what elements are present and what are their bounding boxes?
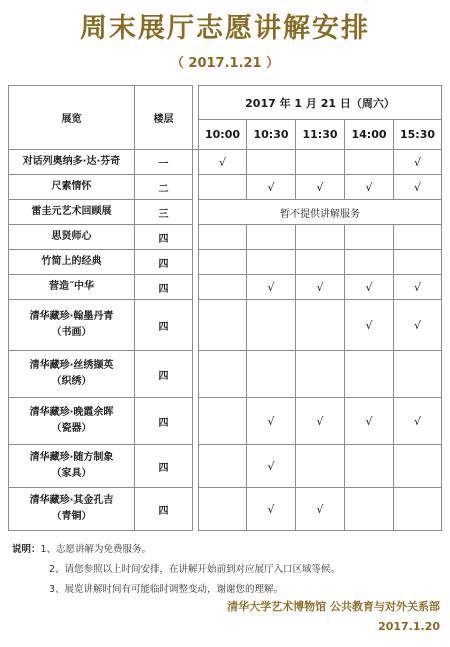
floor-cell: 四 <box>135 351 193 398</box>
empty-cell <box>199 275 247 300</box>
empty-cell <box>199 445 247 488</box>
empty-cell <box>247 300 296 351</box>
checkmark-cell: √ <box>394 150 442 175</box>
exhibit-name-line: 尺素情怀 <box>51 181 92 192</box>
no-service-notice: 暂不提供讲解服务 <box>199 200 442 225</box>
exhibit-name <box>9 250 135 275</box>
time-slot-header: 15:30 <box>394 120 442 150</box>
checkmark-cell: √ <box>296 175 345 200</box>
floor-column-header: 楼层 <box>135 86 193 150</box>
floor-cell: 三 <box>135 200 193 225</box>
empty-cell <box>199 175 247 200</box>
floor-cell: 四 <box>135 300 193 351</box>
table-row <box>9 200 442 225</box>
checkmark-cell: √ <box>296 488 345 531</box>
empty-cell <box>199 300 247 351</box>
checkmark-cell: √ <box>296 398 345 445</box>
checkmark-cell: √ <box>247 275 296 300</box>
empty-cell <box>296 351 345 398</box>
note-item: 3、展览讲解时间有可能临时调整变动，谢谢您的理解。 <box>49 584 284 595</box>
checkmark-cell: √ <box>247 445 296 488</box>
floor-cell: 四 <box>135 225 193 250</box>
exhibit-name-line: 雷圭元艺术回顾展 <box>31 206 112 217</box>
exhibit-name <box>9 275 135 300</box>
empty-cell <box>199 250 247 275</box>
exhibit-column-header: 展览 <box>9 86 135 150</box>
exhibit-name <box>9 398 135 445</box>
table-row <box>9 225 442 250</box>
empty-cell <box>199 351 247 398</box>
exhibit-name <box>9 225 135 250</box>
floor-cell: 四 <box>135 275 193 300</box>
exhibit-name <box>9 445 135 488</box>
floor-cell: 四 <box>135 398 193 445</box>
exhibit-name <box>9 488 135 531</box>
schedule-table <box>8 85 442 531</box>
empty-cell <box>296 150 345 175</box>
checkmark-cell: √ <box>247 488 296 531</box>
note-item: 1、志愿讲解为免费服务。 <box>40 544 152 555</box>
exhibit-name-line: 营造˝中华 <box>49 281 94 292</box>
footer-date: 2017.1.20 <box>378 620 440 633</box>
empty-cell <box>345 150 394 175</box>
table-row <box>9 488 442 531</box>
empty-cell <box>394 351 442 398</box>
time-slot-header: 10:30 <box>247 120 296 150</box>
checkmark-cell: √ <box>394 175 442 200</box>
table-row <box>9 275 442 300</box>
empty-cell <box>199 488 247 531</box>
exhibit-name-line: （家具） <box>51 468 92 479</box>
table-row <box>9 445 442 488</box>
empty-cell <box>247 225 296 250</box>
empty-cell <box>247 150 296 175</box>
table-row <box>9 175 442 200</box>
floor-cell: 一 <box>135 150 193 175</box>
checkmark-cell: √ <box>296 275 345 300</box>
exhibit-name <box>9 175 135 200</box>
checkmark-cell: √ <box>345 175 394 200</box>
notes <box>12 540 440 600</box>
exhibit-name-line: （书画） <box>51 327 92 338</box>
note-item: 2、请您参照以上时间安排，在讲解开始前到对应展厅入口区域等候。 <box>49 564 341 575</box>
empty-cell <box>345 250 394 275</box>
empty-cell <box>296 225 345 250</box>
page-title: 周末展厅志愿讲解安排 <box>80 13 370 44</box>
table-row <box>9 351 442 398</box>
checkmark-cell: √ <box>247 175 296 200</box>
checkmark-cell: √ <box>394 300 442 351</box>
organization-name: 清华大学艺术博物馆 公共教育与对外关系部 <box>227 600 440 613</box>
empty-cell <box>296 250 345 275</box>
checkmark-cell: √ <box>247 398 296 445</box>
empty-cell <box>394 488 442 531</box>
checkmark-cell: √ <box>394 398 442 445</box>
empty-cell <box>345 225 394 250</box>
floor-cell: 四 <box>135 445 193 488</box>
empty-cell <box>345 488 394 531</box>
exhibit-name-line: 对话列奥纳多·达·芬奇 <box>22 156 121 167</box>
time-slot-header: 14:00 <box>345 120 394 150</box>
empty-cell <box>394 445 442 488</box>
exhibit-name <box>9 200 135 225</box>
floor-cell: 四 <box>135 250 193 275</box>
exhibit-name-line: 清华藏珍·晚霞余晖 <box>29 407 114 418</box>
checkmark-cell: √ <box>345 300 394 351</box>
empty-cell <box>394 250 442 275</box>
schedule-date: （ 2017.1.21 ） <box>170 56 280 71</box>
checkmark-cell: √ <box>345 398 394 445</box>
exhibit-name-line: （瓷器） <box>51 423 92 434</box>
table-row <box>9 398 442 445</box>
empty-cell <box>247 351 296 398</box>
time-slot-header: 10:00 <box>199 120 247 150</box>
empty-cell <box>345 445 394 488</box>
exhibit-name-line: 清华藏珍·随方制象 <box>29 452 114 463</box>
checkmark-cell: √ <box>199 150 247 175</box>
exhibit-name <box>9 300 135 351</box>
empty-cell <box>199 225 247 250</box>
floor-cell: 二 <box>135 175 193 200</box>
exhibit-name-line: 思贤师心 <box>51 231 92 242</box>
empty-cell <box>345 351 394 398</box>
exhibit-name-line: 清华藏珍·翰墨丹青 <box>29 311 114 322</box>
exhibit-name <box>9 150 135 175</box>
empty-cell <box>296 300 345 351</box>
empty-cell <box>247 250 296 275</box>
empty-cell <box>199 398 247 445</box>
exhibit-name <box>9 351 135 398</box>
empty-cell <box>394 225 442 250</box>
exhibit-name-line: （青铜） <box>51 511 92 522</box>
checkmark-cell: √ <box>345 275 394 300</box>
table-row <box>9 150 442 175</box>
notes-label: 说明： <box>12 544 41 555</box>
empty-cell <box>296 445 345 488</box>
exhibit-name-line: 清华藏珍·其金孔吉 <box>29 495 114 506</box>
exhibit-name-line: 竹简上的经典 <box>41 256 102 267</box>
exhibit-name-line: （织绣） <box>51 376 92 387</box>
checkmark-cell: √ <box>394 275 442 300</box>
floor-cell: 四 <box>135 488 193 531</box>
table-row <box>9 250 442 275</box>
table-row <box>9 300 442 351</box>
date-header: 2017 年 1 月 21 日（周六） <box>199 86 442 120</box>
time-slot-header: 11:30 <box>296 120 345 150</box>
exhibit-name-line: 清华藏珍·丝绣撷英 <box>29 360 114 371</box>
